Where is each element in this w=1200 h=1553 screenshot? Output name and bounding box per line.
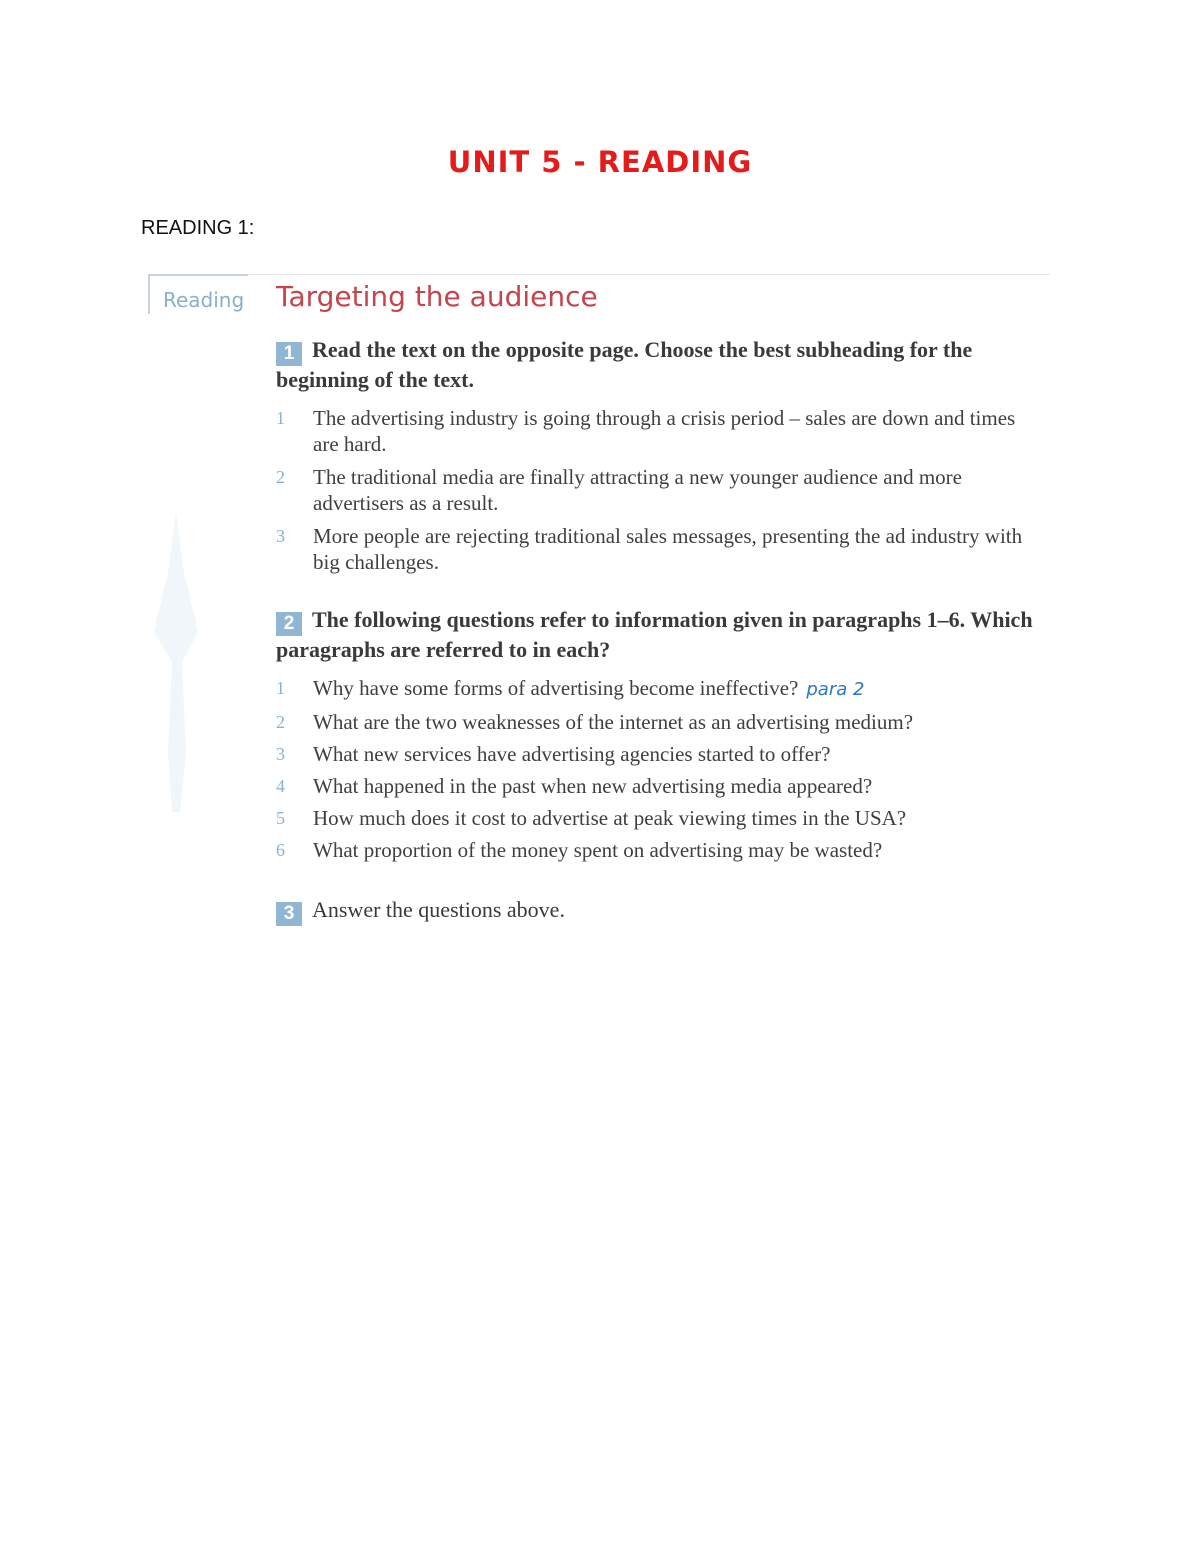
task-number-badge: 3 xyxy=(276,902,302,926)
task-1 xyxy=(276,336,1046,582)
list-item xyxy=(276,464,1046,516)
item-text: What new services have advertising agencies started to offer? xyxy=(313,742,831,766)
item-text: More people are rejecting traditional sales messages, presenting the ad industry with big challenges. xyxy=(313,524,1023,574)
item-text: What happened in the past when new advertising media appeared? xyxy=(313,774,873,798)
list-item xyxy=(276,837,1046,863)
list-item xyxy=(276,805,1046,831)
task-number-badge: 2 xyxy=(276,612,302,636)
item-text: What proportion of the money spent on advertising may be wasted? xyxy=(313,838,883,862)
item-text: The traditional media are finally attracting a new younger audience and more advertisers as a result. xyxy=(313,465,962,515)
list-item xyxy=(276,741,1046,767)
task-1-options xyxy=(276,405,1046,575)
item-text: What are the two weaknesses of the internet as an advertising medium? xyxy=(313,710,914,734)
task-1-instruction-text: Read the text on the opposite page. Choose the best subheading for the beginning of the text. xyxy=(276,337,973,392)
excerpt-divider xyxy=(246,274,1050,275)
task-2-questions xyxy=(276,675,1046,863)
book-excerpt xyxy=(146,272,1052,932)
item-number: 5 xyxy=(276,808,285,828)
list-item xyxy=(276,675,1046,703)
list-item xyxy=(276,709,1046,735)
item-text: Why have some forms of advertising become ineffective? xyxy=(313,676,799,700)
task-3-instruction xyxy=(276,896,1046,926)
item-number: 4 xyxy=(276,776,285,796)
item-number: 2 xyxy=(276,712,285,732)
section-label: READING 1: xyxy=(141,217,255,239)
task-2-instruction xyxy=(276,606,1046,663)
item-number: 3 xyxy=(276,744,285,764)
task-2 xyxy=(276,606,1046,869)
excerpt-side-label: Reading xyxy=(163,288,245,312)
decorative-figure-icon xyxy=(146,512,206,812)
list-item xyxy=(276,523,1046,575)
item-number: 2 xyxy=(276,467,285,487)
excerpt-title: Targeting the audience xyxy=(276,280,598,313)
item-number: 1 xyxy=(276,678,285,698)
task-1-instruction xyxy=(276,336,1046,393)
list-item xyxy=(276,773,1046,799)
task-number-badge: 1 xyxy=(276,342,302,366)
task-2-instruction-text: The following questions refer to information given in paragraphs 1–6. Which paragraphs are referred to in each? xyxy=(276,607,1033,662)
list-item xyxy=(276,405,1046,457)
item-number: 6 xyxy=(276,840,285,860)
task-3 xyxy=(276,896,1046,926)
task-3-instruction-text: Answer the questions above. xyxy=(312,897,565,922)
item-number: 3 xyxy=(276,526,285,546)
page-title: UNIT 5 - READING xyxy=(447,145,753,179)
item-number: 1 xyxy=(276,408,285,428)
handwritten-answer: para 2 xyxy=(806,679,865,700)
item-text: The advertising industry is going through a crisis period – sales are down and times are hard. xyxy=(313,406,1016,456)
item-text: How much does it cost to advertise at peak viewing times in the USA? xyxy=(313,806,907,830)
